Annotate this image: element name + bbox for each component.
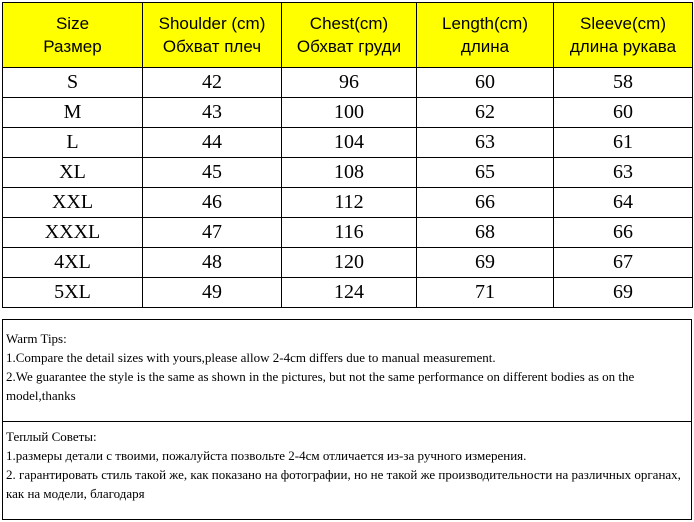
size-cell: XL	[3, 158, 143, 188]
table-row	[3, 248, 693, 278]
tips-title-en: Warm Tips:	[6, 331, 67, 346]
warm-tips-english	[2, 319, 692, 422]
shoulder-cell: 48	[143, 248, 282, 278]
sleeve-cell: 66	[554, 218, 693, 248]
size-cell: 4XL	[3, 248, 143, 278]
header-sleeve	[554, 3, 693, 68]
length-cell: 68	[417, 218, 554, 248]
size-chart	[2, 2, 692, 520]
shoulder-cell: 47	[143, 218, 282, 248]
chest-cell: 116	[282, 218, 417, 248]
header-sleeve-ru: длина рукава	[569, 37, 677, 56]
shoulder-cell: 46	[143, 188, 282, 218]
header-length-ru: длина	[460, 37, 510, 56]
table-row	[3, 128, 693, 158]
length-cell: 71	[417, 278, 554, 308]
header-size-ru: Размер	[43, 37, 102, 56]
length-cell: 63	[417, 128, 554, 158]
length-cell: 62	[417, 98, 554, 128]
header-chest-en: Chest(cm)	[309, 14, 389, 33]
warm-tips-russian	[2, 421, 692, 520]
tips-line2-ru: 2. гарантировать стиль такой же, как показано на фотографии, но не такой же производительности на различных органах, как на модели, благодаря	[6, 467, 681, 501]
tips-line1-ru: 1.размеры детали с твоими, пожалуйста позвольте 2-4см отличается из-за ручного измерения.	[6, 448, 527, 463]
header-sleeve-en: Sleeve(cm)	[580, 14, 666, 33]
table-row	[3, 188, 693, 218]
length-cell: 65	[417, 158, 554, 188]
header-shoulder-ru: Обхват плеч	[162, 37, 262, 56]
sleeve-cell: 58	[554, 68, 693, 98]
table-row	[3, 98, 693, 128]
length-cell: 69	[417, 248, 554, 278]
header-chest	[282, 3, 417, 68]
size-cell: XXL	[3, 188, 143, 218]
tips-title-ru: Теплый Советы:	[6, 429, 97, 444]
chest-cell: 120	[282, 248, 417, 278]
sleeve-cell: 69	[554, 278, 693, 308]
header-size	[3, 3, 143, 68]
header-chest-ru: Обхват груди	[296, 37, 402, 56]
header-shoulder-en: Shoulder (cm)	[158, 14, 266, 33]
table-row	[3, 158, 693, 188]
size-table	[2, 2, 693, 308]
sleeve-cell: 67	[554, 248, 693, 278]
header-shoulder	[143, 3, 282, 68]
chest-cell: 100	[282, 98, 417, 128]
size-cell: S	[3, 68, 143, 98]
shoulder-cell: 49	[143, 278, 282, 308]
chest-cell: 96	[282, 68, 417, 98]
sleeve-cell: 61	[554, 128, 693, 158]
sleeve-cell: 64	[554, 188, 693, 218]
sleeve-cell: 63	[554, 158, 693, 188]
table-row	[3, 218, 693, 248]
header-row	[3, 3, 693, 68]
header-size-en: Size	[55, 14, 90, 33]
table-row	[3, 278, 693, 308]
size-cell: L	[3, 128, 143, 158]
table-row	[3, 68, 693, 98]
header-length-en: Length(cm)	[442, 14, 528, 33]
tips-line1-en: 1.Compare the detail sizes with yours,please allow 2-4cm differs due to manual measurement.	[6, 350, 496, 365]
chest-cell: 112	[282, 188, 417, 218]
shoulder-cell: 45	[143, 158, 282, 188]
size-cell: XXXL	[3, 218, 143, 248]
tips-line2-en: 2.We guarantee the style is the same as shown in the pictures, but not the same performance on different bodies as on the model,thanks	[6, 369, 635, 403]
shoulder-cell: 44	[143, 128, 282, 158]
shoulder-cell: 43	[143, 98, 282, 128]
length-cell: 66	[417, 188, 554, 218]
chest-cell: 104	[282, 128, 417, 158]
sleeve-cell: 60	[554, 98, 693, 128]
length-cell: 60	[417, 68, 554, 98]
header-length	[417, 3, 554, 68]
size-cell: 5XL	[3, 278, 143, 308]
chest-cell: 108	[282, 158, 417, 188]
size-cell: M	[3, 98, 143, 128]
shoulder-cell: 42	[143, 68, 282, 98]
chest-cell: 124	[282, 278, 417, 308]
